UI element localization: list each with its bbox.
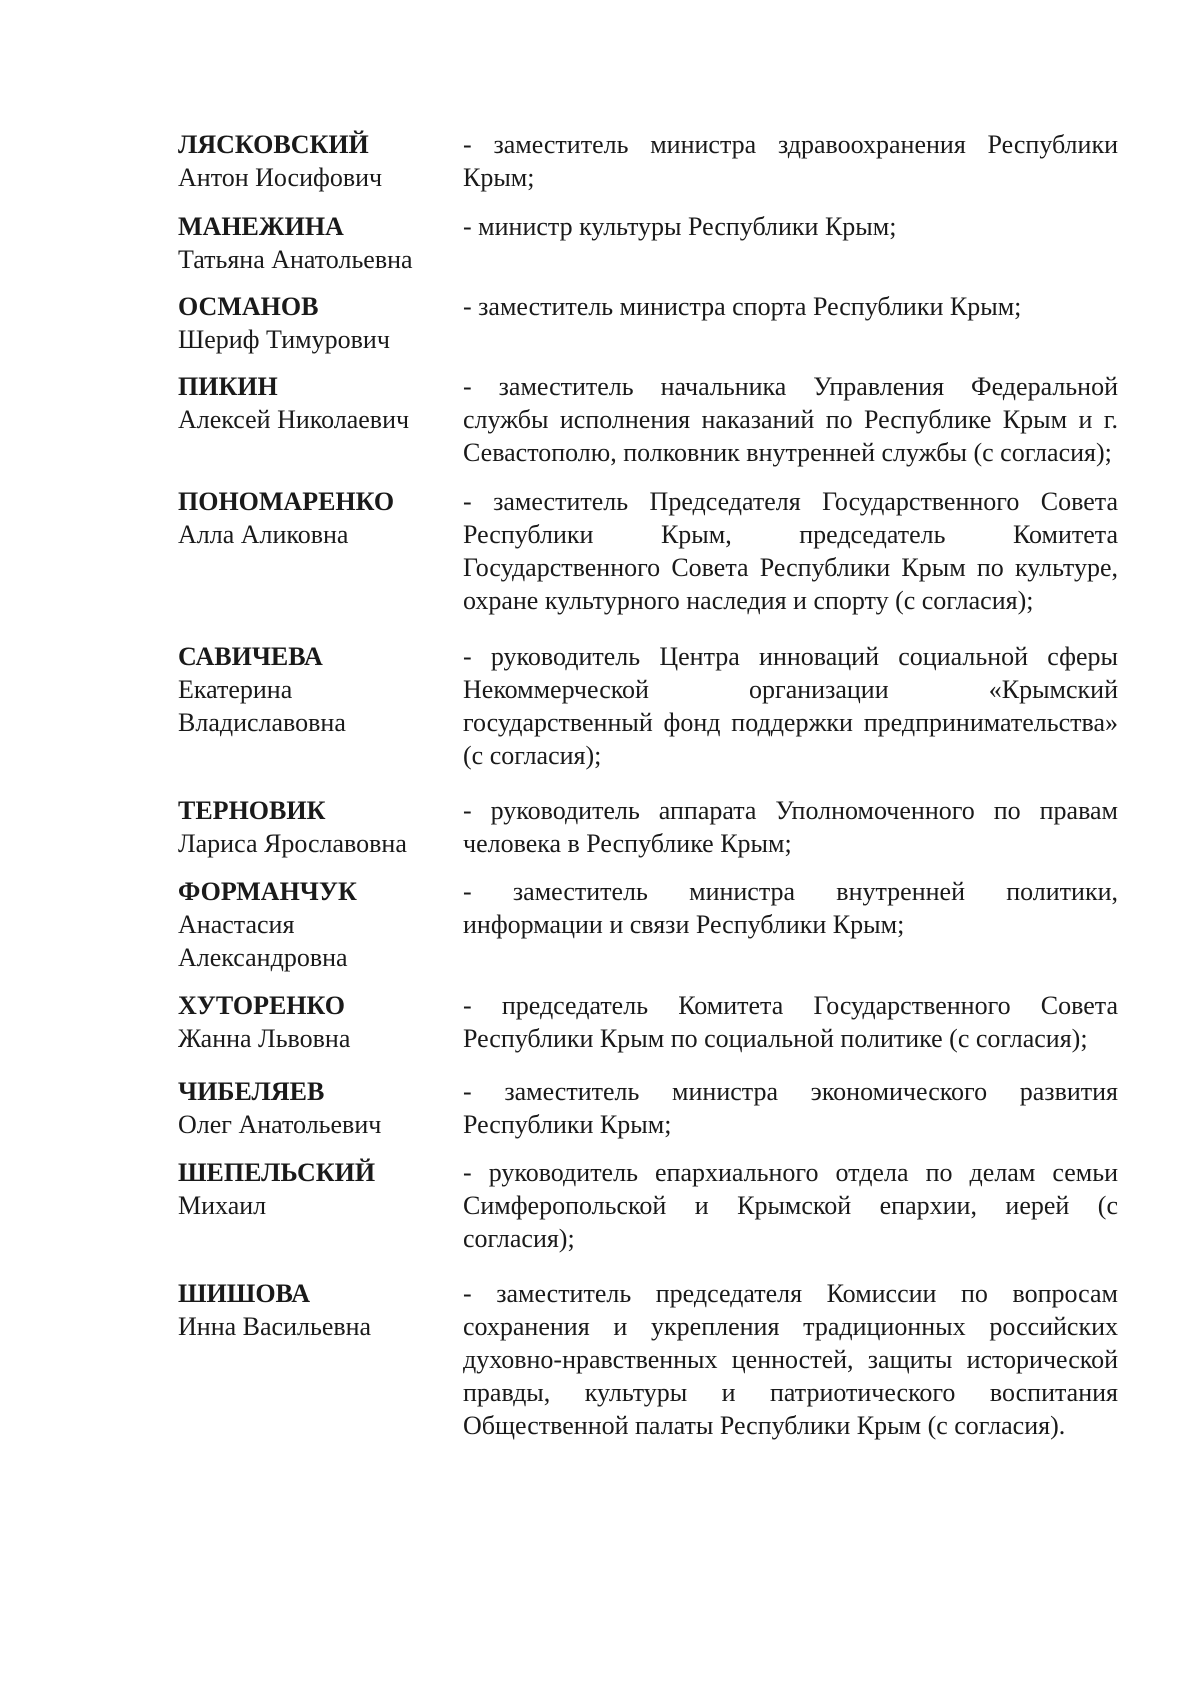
member-given-name: Инна Васильевна [178, 1312, 372, 1341]
member-position: - заместитель министра спорта Республики Крым; [463, 292, 1022, 321]
member-name [178, 210, 463, 276]
member-surname: МАНЕЖИНА [178, 212, 344, 241]
member-entry [178, 290, 1118, 356]
member-name [178, 485, 463, 551]
member-position: - руководитель епархиального отдела по делам семьи Симферопольской и Крымской епархии, иерей (с согласия); [463, 1158, 1118, 1253]
member-surname: ЛЯСКОВСКИЙ [178, 130, 369, 159]
member-entry [178, 1277, 1118, 1442]
member-surname: САВИЧЕВА [178, 642, 323, 671]
member-name [178, 794, 463, 860]
member-given-name: Алексей Николаевич [178, 405, 410, 434]
member-given-name: Михаил [178, 1191, 267, 1220]
member-given-name: Шериф Тимурович [178, 325, 390, 354]
member-surname: ТЕРНОВИК [178, 796, 326, 825]
member-name [178, 370, 463, 436]
member-entry [178, 989, 1118, 1055]
member-surname: ОСМАНОВ [178, 292, 319, 321]
member-position: - заместитель министра здравоохранения Республики Крым; [463, 130, 1118, 192]
member-name [178, 1075, 463, 1141]
member-surname: ПОНОМАРЕНКО [178, 487, 395, 516]
member-name [178, 290, 463, 356]
member-position: - министр культуры Республики Крым; [463, 212, 897, 241]
member-surname: ШЕПЕЛЬСКИЙ [178, 1158, 376, 1187]
member-position: - заместитель министра экономического развития Республики Крым; [463, 1077, 1118, 1139]
member-given-name: Олег Анатольевич [178, 1110, 382, 1139]
member-surname: ХУТОРЕНКО [178, 991, 345, 1020]
member-position: - заместитель председателя Комиссии по вопросам сохранения и укрепления традиционных российских духовно-нравственных ценностей, защиты исторической правды, культуры и патриотического воспитания Общественной палаты Республики Крым (с согласия). [463, 1279, 1118, 1440]
member-entry [178, 875, 1118, 974]
member-entry [178, 485, 1118, 617]
member-name [178, 640, 463, 739]
member-name [178, 875, 463, 974]
member-position: - руководитель Центра инноваций социальной сферы Некоммерческой организации «Крымский государственный фонд поддержки предпринимательства» (с согласия); [463, 642, 1118, 770]
member-entry [178, 1075, 1118, 1141]
member-position: - руководитель аппарата Уполномоченного по правам человека в Республике Крым; [463, 796, 1118, 858]
member-given-name: Лариса Ярославовна [178, 829, 407, 858]
member-given-name: Екатерина Владиславовна [178, 675, 346, 737]
member-position: - заместитель начальника Управления Федеральной службы исполнения наказаний по Республике Крым и г. Севастополю, полковник внутренней службы (с согласия); [463, 372, 1118, 467]
member-given-name: Жанна Львовна [178, 1024, 351, 1053]
member-position: - председатель Комитета Государственного Совета Республики Крым по социальной политике (с согласия); [463, 991, 1118, 1053]
member-surname: ФОРМАНЧУК [178, 877, 357, 906]
member-position: - заместитель Председателя Государственного Совета Республики Крым, председатель Комитета Государственного Совета Республики Крым по культуре, охране культурного наследия и спорту (с согласия); [463, 487, 1118, 615]
member-entry [178, 128, 1118, 194]
member-entry [178, 370, 1118, 469]
member-entry [178, 794, 1118, 860]
member-surname: ШИШОВА [178, 1279, 311, 1308]
member-name [178, 1156, 463, 1222]
member-name [178, 128, 463, 194]
member-given-name: Татьяна Анатольевна [178, 245, 413, 274]
member-position: - заместитель министра внутренней политики, информации и связи Республики Крым; [463, 877, 1118, 939]
member-list [178, 128, 1118, 1442]
member-entry [178, 640, 1118, 772]
member-name [178, 989, 463, 1055]
member-given-name: Антон Иосифович [178, 163, 383, 192]
member-surname: ПИКИН [178, 372, 278, 401]
member-given-name: Алла Аликовна [178, 520, 349, 549]
member-entry [178, 1156, 1118, 1255]
member-entry [178, 210, 1118, 276]
member-given-name: Анастасия Александровна [178, 910, 348, 972]
member-surname: ЧИБЕЛЯЕВ [178, 1077, 325, 1106]
member-name [178, 1277, 463, 1343]
